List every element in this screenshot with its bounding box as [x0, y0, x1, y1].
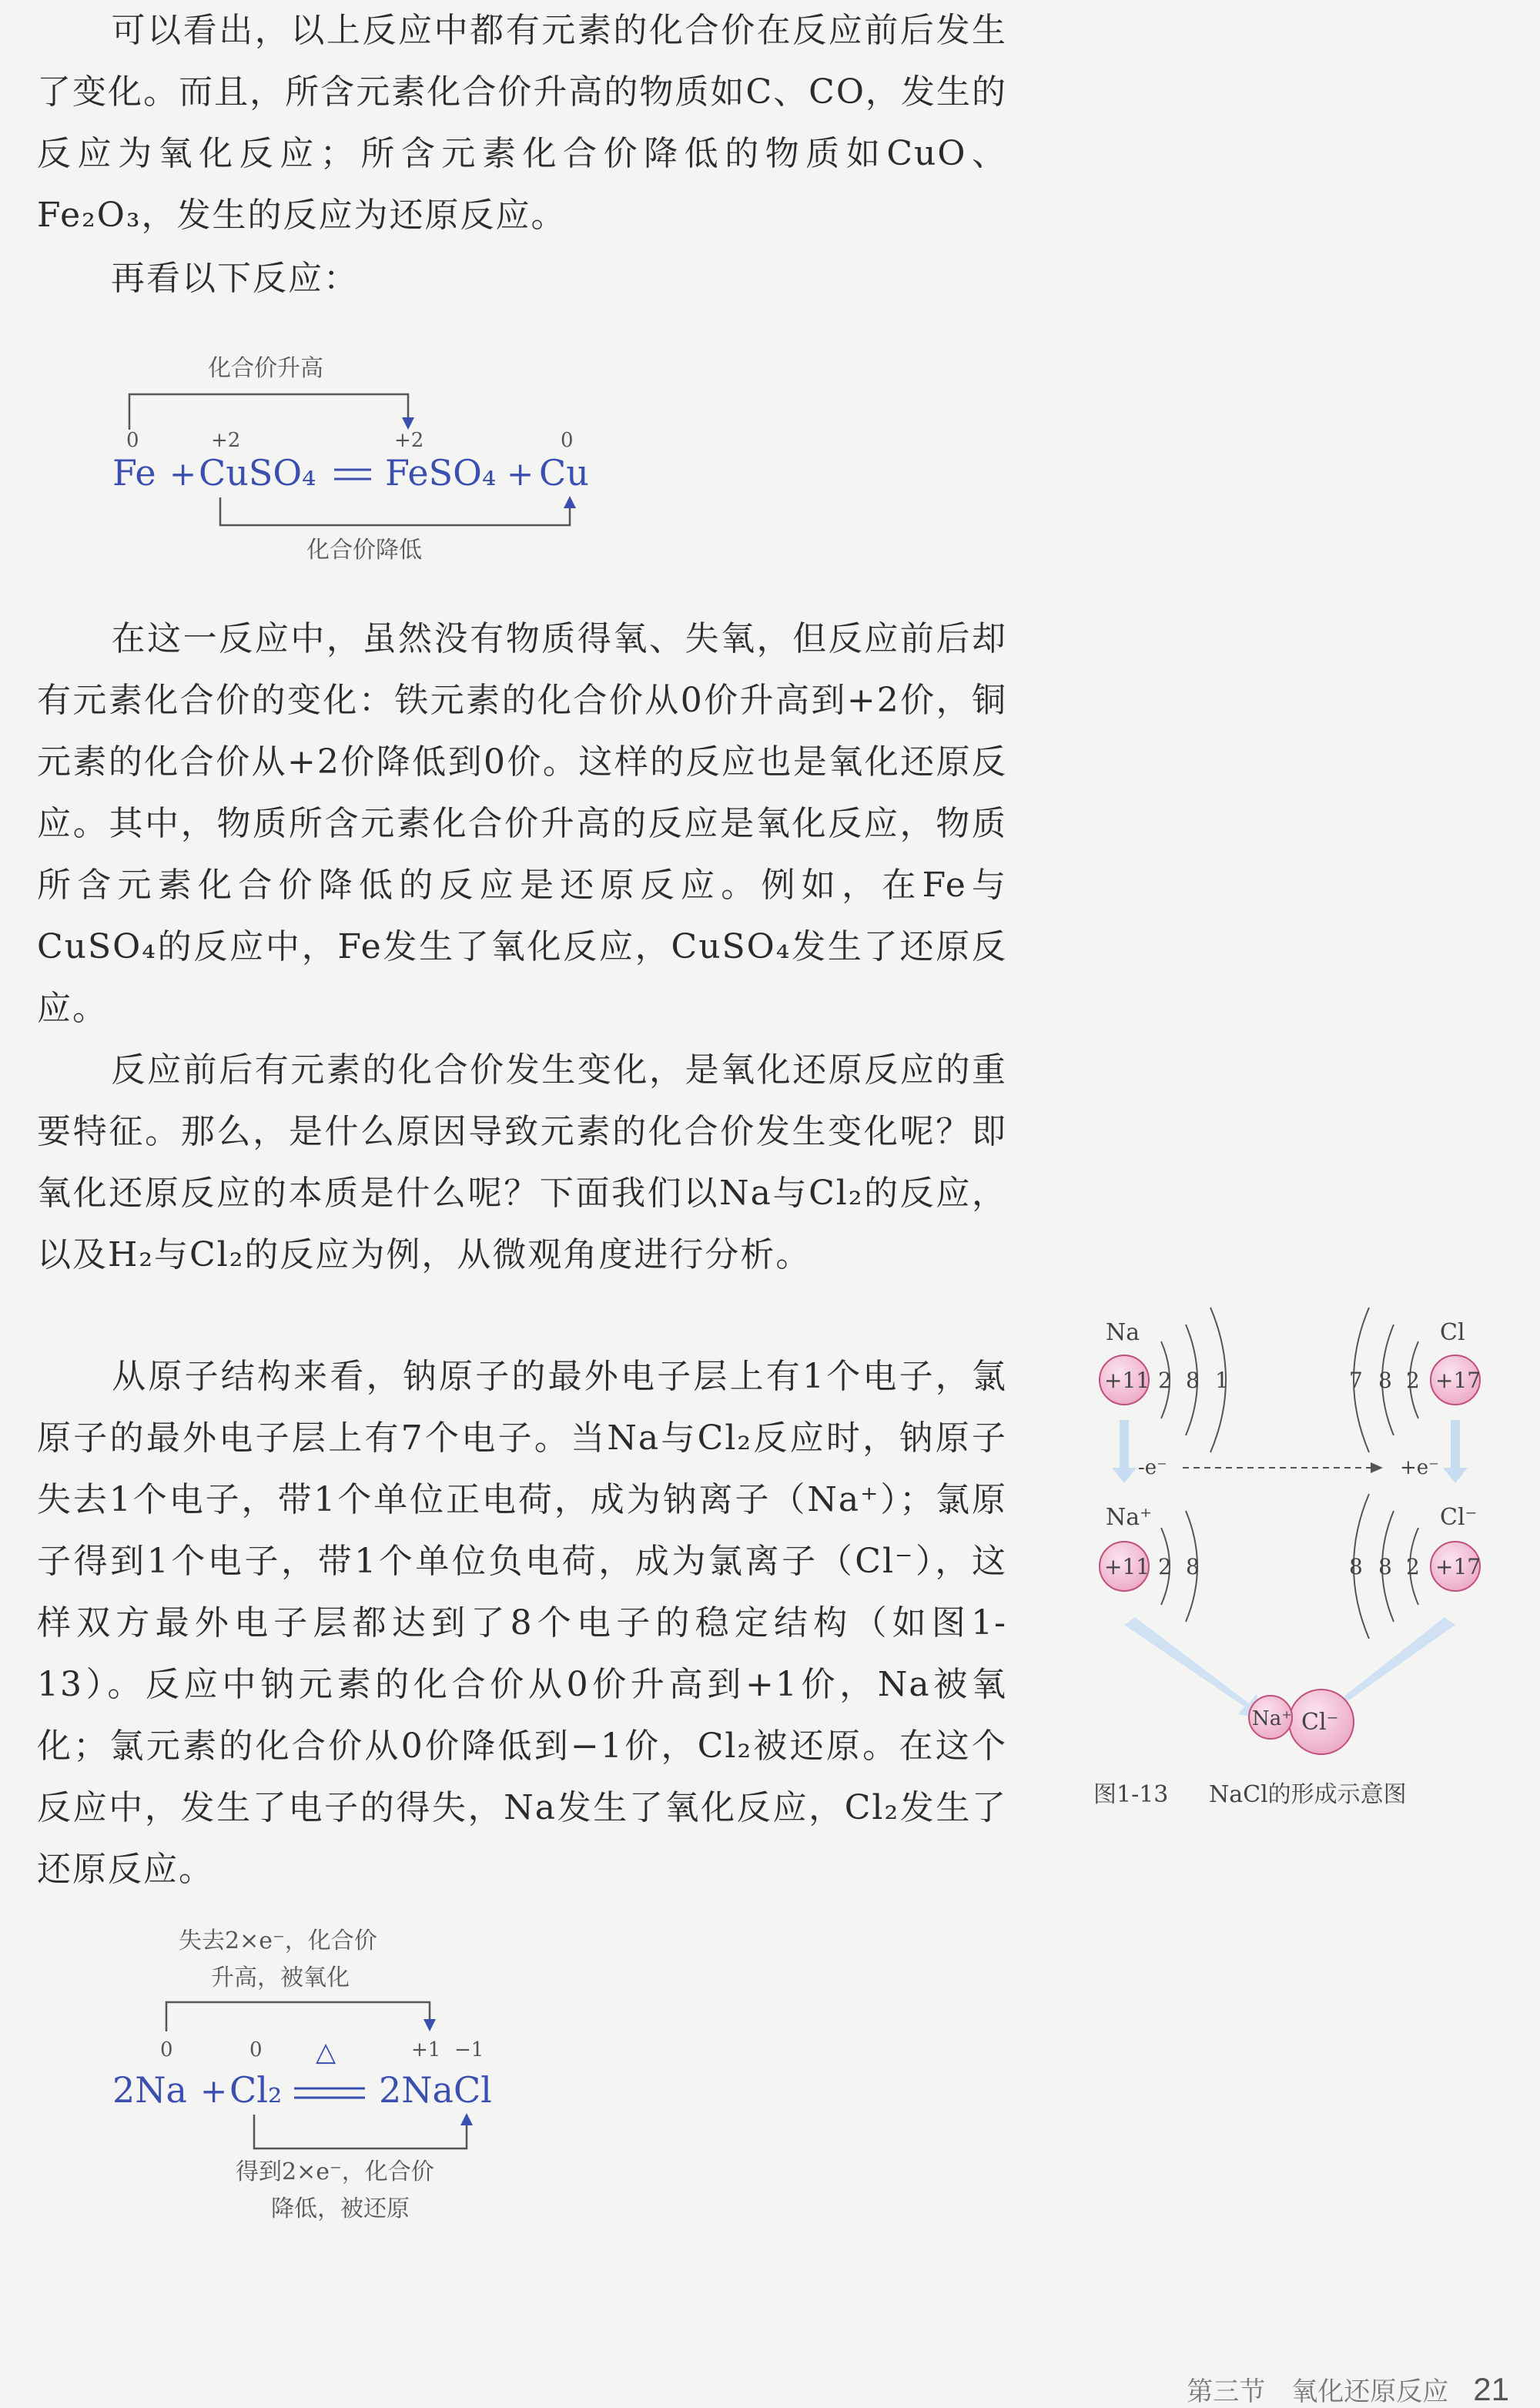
- eq1-ox-cu-left: +2: [211, 429, 241, 452]
- eq2-plus: +: [200, 2072, 228, 2110]
- fig-electron-arrowhead: [1371, 1462, 1383, 1473]
- fig-caption-number: 图1-13: [1093, 1781, 1169, 1808]
- fig-cl-ion-shell-count-3: 2: [1406, 1554, 1420, 1579]
- eq1-ox-cu-right: +2: [394, 429, 424, 452]
- fig-cl-shell-count-1: 7: [1349, 1368, 1363, 1393]
- fig-gain-electron: +e⁻: [1400, 1456, 1439, 1479]
- fig-na-shell-count-1: 2: [1158, 1368, 1172, 1393]
- eq1-top-bracket: [129, 394, 408, 430]
- eq1-plus-1: +: [169, 455, 197, 493]
- fig-cl-ion-shell-count-1: 8: [1349, 1554, 1363, 1579]
- eq2-ox-na-product: +1: [411, 2038, 441, 2061]
- fig-product-na: Na⁺: [1252, 1707, 1292, 1730]
- page-number: 21: [1473, 2371, 1509, 2407]
- fig-cl-down-arrow: [1443, 1420, 1468, 1483]
- fig-cl-shell-count-2: 8: [1378, 1368, 1392, 1393]
- fig-cl-ion-shell-count-2: 8: [1378, 1554, 1392, 1579]
- eq1-ox-fe: 0: [126, 429, 139, 452]
- eq1-product-feso4: FeSO₄: [385, 452, 497, 494]
- eq2-ox-cl-product: −1: [454, 2038, 484, 2061]
- equation-na-cl2: [92, 1917, 570, 2241]
- fig-na-shell-count-3: 1: [1215, 1368, 1229, 1393]
- eq2-ox-cl: 0: [249, 2038, 263, 2061]
- eq2-top-arrowhead: [424, 2019, 436, 2031]
- fig-na-shell-count-2: 8: [1186, 1368, 1200, 1393]
- paragraph-5-text: 从原子结构来看，钠原子的最外电子层上有1个电子，氯原子的最外电子层上有7个电子。当Na与Cl₂反应时，钠原子失去1个电子，带1个单位正电荷，成为钠离子（Na⁺）；氯原子得到1个电子，带1个单位负电荷，成为氯离子（Cl⁻），这样双方最外电子层都达到了8个电子的稳定结构（如图1-13）。反应中钠元素的化合价从0价升高到+1价，Na被氧化；氯元素的化合价从0价降低到−1价，Cl₂被还原。在这个反应中，发生了电子的得失，Na发生了氧化反应，Cl₂发生了还原反应。: [37, 1357, 1007, 1889]
- fig-cl-ion-nucleus: +17: [1435, 1554, 1481, 1579]
- eq1-top-label: 化合价升高: [208, 355, 323, 382]
- fig-lose-electron: -e⁻: [1138, 1456, 1167, 1479]
- eq2-reactant-cl2: Cl₂: [229, 2069, 283, 2111]
- eq2-product-nacl: 2NaCl: [379, 2069, 492, 2111]
- eq1-top-arrowhead: [402, 417, 414, 430]
- equation-fe-cuso4: [92, 347, 631, 578]
- fig-caption-text: NaCl的形成示意图: [1209, 1781, 1407, 1808]
- paragraph-1: [37, 0, 1007, 246]
- fig-cl-ion-label: Cl⁻: [1440, 1504, 1478, 1531]
- eq1-ox-cu-product: 0: [561, 429, 574, 452]
- eq2-top-label-line1: 失去2×e⁻，化合价: [179, 1927, 377, 1954]
- paragraph-3: [37, 608, 1007, 1040]
- paragraph-3-text: 在这一反应中，虽然没有物质得氧、失氧，但反应前后却有元素化合价的变化：铁元素的化合价从0价升高到+2价，铜元素的化合价从+2价降低到0价。这样的反应也是氧化还原反应。其中，物质所含元素化合价升高的反应是氧化反应，物质所含元素化合价降低的反应是还原反应。例如，在Fe与CuSO₄的反应中，Fe发生了氧化反应，CuSO₄发生了还原反应。: [37, 619, 1007, 1028]
- figure-nacl-formation: [1078, 1294, 1509, 1817]
- eq1-plus-2: +: [507, 455, 534, 493]
- fig-na-down-arrow: [1112, 1420, 1137, 1483]
- fig-cl-shell-count-3: 2: [1406, 1368, 1420, 1393]
- eq1-bottom-bracket: [220, 497, 570, 525]
- eq2-top-label-line2: 升高，被氧化: [211, 1964, 350, 1991]
- eq1-product-cu: Cu: [539, 452, 589, 494]
- paragraph-2-text: 再看以下反应：: [111, 259, 359, 298]
- fig-product-cl: Cl⁻: [1301, 1709, 1339, 1736]
- eq1-bottom-label: 化合价降低: [306, 537, 422, 564]
- eq2-ox-na: 0: [160, 2038, 173, 2061]
- fig-cl-nucleus: +17: [1435, 1368, 1481, 1393]
- fig-na-nucleus: +11: [1104, 1368, 1150, 1393]
- eq2-reactant-na: 2Na: [112, 2069, 187, 2111]
- eq1-reactant-fe: Fe: [112, 452, 156, 494]
- fig-na-diag-arrow: [1124, 1617, 1263, 1719]
- paragraph-5: [37, 1346, 1007, 1901]
- fig-na-ion-nucleus: +11: [1104, 1554, 1150, 1579]
- eq2-bottom-arrowhead: [460, 2113, 473, 2125]
- eq2-top-bracket: [166, 2002, 430, 2031]
- fig-cl-label: Cl: [1440, 1319, 1465, 1346]
- eq1-bottom-arrowhead: [564, 496, 576, 508]
- eq2-condition: △: [316, 2037, 336, 2068]
- eq2-bottom-label-line2: 降低，被还原: [271, 2195, 410, 2222]
- eq2-bottom-label-line1: 得到2×e⁻，化合价: [236, 2158, 434, 2185]
- fig-na-ion-label: Na⁺: [1106, 1504, 1152, 1531]
- paragraph-1-text: 可以看出，以上反应中都有元素的化合价在反应前后发生了变化。而且，所含元素化合价升高的物质如C、CO，发生的反应为氧化反应；所含元素化合价降低的物质如CuO、Fe₂O₃，发生的反应为还原反应。: [37, 11, 1007, 235]
- paragraph-2: [37, 248, 1007, 310]
- fig-na-label: Na: [1106, 1319, 1140, 1346]
- fig-na-ion-shell-count-1: 2: [1158, 1554, 1172, 1579]
- footer-section-title: 第三节 氧化还原反应: [1187, 2376, 1449, 2407]
- paragraph-4: [37, 1040, 1007, 1286]
- eq2-bottom-bracket: [254, 2115, 467, 2148]
- fig-na-ion-shell-count-2: 8: [1186, 1554, 1200, 1579]
- eq1-reactant-cuso4: CuSO₄: [199, 452, 316, 494]
- paragraph-4-text: 反应前后有元素的化合价发生变化，是氧化还原反应的重要特征。那么，是什么原因导致元素的化合价发生变化呢？即氧化还原反应的本质是什么呢？下面我们以Na与Cl₂的反应，以及H₂与Cl₂的反应为例，从微观角度进行分析。: [37, 1050, 1007, 1274]
